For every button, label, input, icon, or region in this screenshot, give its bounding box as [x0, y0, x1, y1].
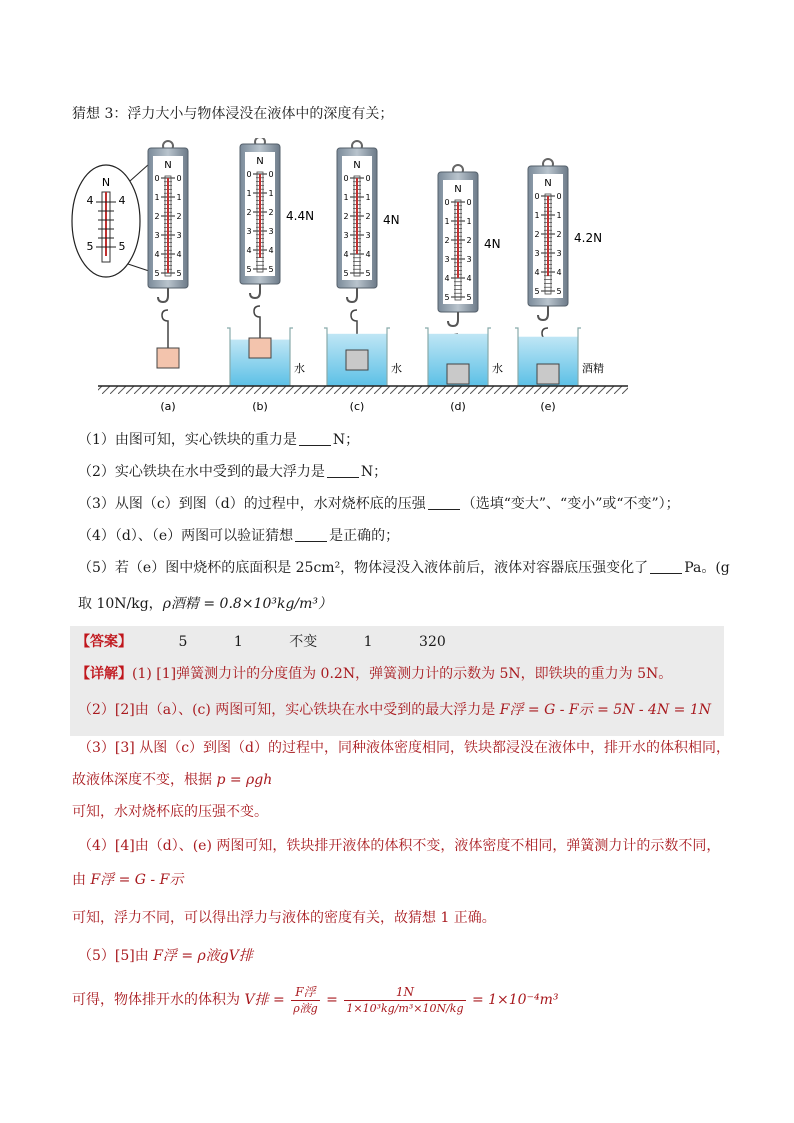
svg-text:N: N: [101, 176, 111, 189]
question-1: （1）由图可知，实心铁块的重力是 N；: [78, 432, 360, 448]
caption-c: (c): [349, 400, 365, 413]
blank-5[interactable]: [650, 559, 682, 574]
tick-label: 0: [154, 174, 160, 183]
tick-label: 1: [365, 193, 371, 202]
tick-label: 2: [268, 208, 274, 217]
tick-label: 0: [176, 174, 182, 183]
unit-label: N: [544, 178, 552, 189]
tick-label: 1: [556, 211, 562, 220]
conjecture-3: 猜想 3：浮力大小与物体浸没在液体中的深度有关；: [72, 106, 394, 122]
caption-b: (b): [252, 400, 268, 413]
iron-block: [447, 364, 469, 384]
tick-label: 1: [466, 217, 472, 226]
tick-label: 4: [154, 250, 160, 259]
question-5-cont: 取 10N/kg，ρ酒精 = 0.8×10³kg/m³）: [78, 596, 333, 612]
answer-line: 【答案】 5 1 不变 1 320: [76, 634, 446, 650]
svg-text:4: 4: [118, 194, 126, 207]
tick-label: 3: [365, 231, 371, 240]
blank-4[interactable]: [295, 527, 327, 542]
caption-d: (d): [450, 400, 466, 413]
tick-label: 5: [534, 287, 540, 296]
caption-e: (e): [540, 400, 556, 413]
spring-scale-d: [425, 165, 503, 386]
hook: [158, 288, 168, 302]
tick-label: 4: [268, 246, 274, 255]
tick-label: 2: [534, 230, 540, 239]
tick-label: 2: [365, 212, 371, 221]
spring-scale-b: [227, 138, 314, 386]
svg-text:4: 4: [86, 194, 94, 207]
hook: [448, 312, 458, 326]
spring-scale-c: [324, 141, 402, 386]
question-3: （3）从图（c）到图（d）的过程中，水对烧杯底的压强 （选填“变大”、“变小”或“不变”）；: [78, 496, 680, 512]
hook: [538, 306, 548, 320]
tick-label: 3: [343, 231, 349, 240]
caption-a: (a): [160, 400, 176, 413]
tick-label: 1: [246, 189, 252, 198]
tick-label: 1: [343, 193, 349, 202]
tick-label: 0: [246, 170, 252, 179]
answer-2: 1: [233, 634, 243, 650]
tick-label: 4: [365, 250, 371, 259]
hook-string: [254, 306, 260, 338]
tick-label: 1: [268, 189, 274, 198]
tick-label: 0: [466, 198, 472, 207]
tick-label: 3: [534, 249, 540, 258]
hook: [250, 284, 260, 298]
hook-string: [162, 310, 168, 348]
detail-4c: 可知，浮力不同，可以得出浮力与液体的密度有关，故猜想 1 正确。: [72, 910, 496, 926]
tick-label: 4: [444, 274, 450, 283]
unit-label: N: [353, 160, 361, 171]
answer-5: 320: [419, 634, 446, 650]
tick-label: 5: [343, 269, 349, 278]
fraction-2: $\frac{1N}{\text{1×10³kg/m³×10N/kg}}$: [346, 984, 464, 1015]
detail-4a: （4）[4]由（d）、(e) 两图可知，铁块排开液体的体积不变，液体密度不相同，弹簧测力计的示数不同，: [78, 838, 721, 854]
iron-block: [537, 364, 559, 384]
tick-label: 1: [154, 193, 160, 202]
svg-text:5: 5: [86, 240, 94, 253]
detail-3a: （3）[3] 从图（c）到图（d）的过程中，同种液体密度相同，铁块都浸没在液体中，排开水的体积相同，: [78, 740, 730, 756]
tick-label: 3: [176, 231, 182, 240]
unit-label: N: [256, 156, 264, 167]
tick-label: 0: [444, 198, 450, 207]
tick-label: 1: [534, 211, 540, 220]
reading-label: 4N: [383, 213, 400, 227]
liquid-label: 水: [391, 362, 402, 375]
tick-label: 5: [154, 269, 160, 278]
reading-label: 4.4N: [286, 209, 315, 223]
question-2: （2）实心铁块在水中受到的最大浮力是 N；: [78, 464, 388, 480]
detail-3b: 故液体深度不变，根据 p = ρgh: [72, 772, 273, 788]
unit-label: N: [454, 184, 462, 195]
tick-label: 0: [534, 192, 540, 201]
liquid-label: 酒精: [582, 362, 604, 375]
tick-label: 4: [176, 250, 182, 259]
iron-block: [249, 338, 271, 358]
blank-2[interactable]: [327, 463, 359, 478]
liquid-label: 水: [492, 362, 503, 375]
detail-2: （2）[2]由（a）、(c) 两图可知，实心铁块在水中受到的最大浮力是 F浮 = G - F示 = 5N - 4N = 1N: [78, 702, 712, 718]
tick-label: 5: [268, 265, 274, 274]
tick-label: 5: [176, 269, 182, 278]
tick-label: 1: [176, 193, 182, 202]
tick-label: 5: [466, 293, 472, 302]
tick-label: 4: [534, 268, 540, 277]
tick-label: 3: [466, 255, 472, 264]
tick-label: 0: [365, 174, 371, 183]
tick-label: 0: [556, 192, 562, 201]
tick-label: 2: [176, 212, 182, 221]
question-5: （5）若（e）图中烧杯的底面积是 25cm²，物体浸没入液体前后，液体对容器底压强变化了 Pa。(g: [78, 560, 730, 576]
iron-block: [346, 350, 368, 370]
answer-1: 5: [178, 634, 188, 650]
tick-label: 0: [343, 174, 349, 183]
iron-block: [157, 348, 179, 368]
tick-label: 2: [246, 208, 252, 217]
tick-label: 3: [444, 255, 450, 264]
reading-label: 4.2N: [574, 231, 603, 245]
tick-label: 2: [154, 212, 160, 221]
spring-scale-a: [148, 141, 188, 368]
tick-label: 3: [268, 227, 274, 236]
fraction-1: $\frac{\text{F浮}}{\text{ρ液g}}$: [293, 984, 318, 1015]
zoom-bubble: [72, 156, 158, 277]
tick-label: 3: [154, 231, 160, 240]
tick-label: 4: [556, 268, 562, 277]
detail-3c: 可知，水对烧杯底的压强不变。: [72, 804, 268, 820]
reading-label: 4N: [484, 237, 501, 251]
tick-label: 2: [556, 230, 562, 239]
spring-scale-figure: [70, 138, 630, 418]
answer-4: 1: [363, 634, 373, 650]
tick-label: 2: [444, 236, 450, 245]
tick-label: 0: [268, 170, 274, 179]
tick-label: 1: [444, 217, 450, 226]
tick-label: 4: [466, 274, 472, 283]
detail-5b: 可得，物体排开水的体积为 V排 = $\frac{\text{F浮}}{\text{ρ液g}}$ = $\frac{1N}{\text{1×10³kg/m³×10N/kg}}$ = 1×10⁻⁴m³: [72, 984, 559, 1015]
blank-1[interactable]: [299, 431, 331, 446]
tick-label: 2: [466, 236, 472, 245]
tick-label: 5: [444, 293, 450, 302]
answer-3: 不变: [289, 634, 318, 650]
detail-4b: 由 F浮 = G - F示: [72, 872, 184, 888]
blank-3[interactable]: [428, 495, 460, 510]
question-4: （4）（d）、（e）两图可以验证猜想 是正确的；: [78, 528, 400, 544]
tick-label: 3: [556, 249, 562, 258]
tick-label: 4: [343, 250, 349, 259]
unit-label: N: [164, 160, 172, 171]
tick-label: 2: [343, 212, 349, 221]
tick-label: 4: [246, 246, 252, 255]
liquid-label: 水: [294, 362, 305, 375]
tick-label: 5: [365, 269, 371, 278]
tick-label: 5: [556, 287, 562, 296]
spring-scale-e: [515, 159, 604, 386]
ground: [98, 386, 628, 394]
hook: [347, 288, 357, 302]
tick-label: 5: [246, 265, 252, 274]
detail-5a: （5）[5]由 F浮 = ρ液gV排: [78, 948, 253, 964]
tick-label: 3: [246, 227, 252, 236]
svg-text:5: 5: [118, 240, 126, 253]
detail-1: 【详解】(1) [1]弹簧测力计的分度值为 0.2N，弹簧测力计的示数为 5N，即铁块的重力为 5N。: [76, 666, 673, 682]
